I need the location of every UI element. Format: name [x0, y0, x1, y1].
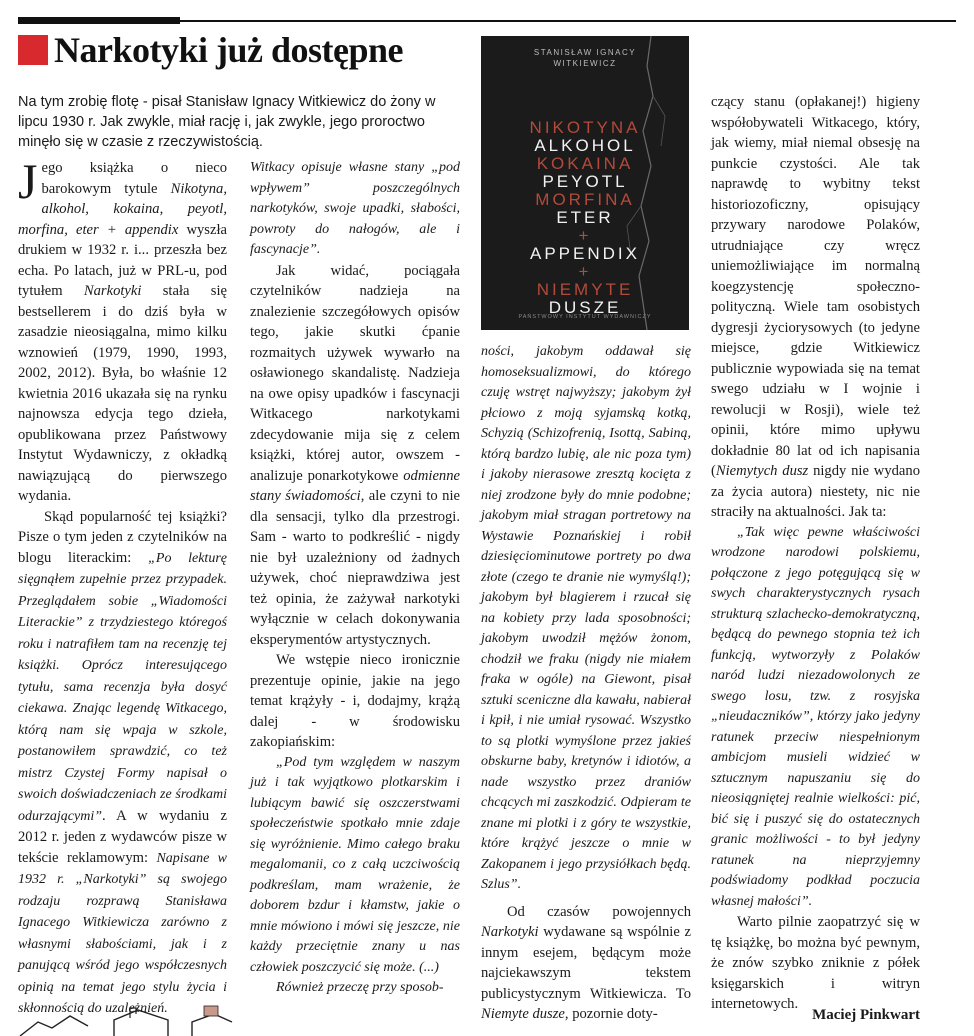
cover-title-line: NIEMYTE — [536, 280, 634, 299]
book-title: Narkotyki — [481, 924, 539, 940]
paragraph — [250, 261, 460, 651]
text-run: , ale czyni to nie dla sensacji, tylko dla przestrogi. Sam - warto to podkreślić - nigdy nie był uzależniony od żadnych używek, choć nieprawdziwa jest też opinia, że zażywał narkotyki wyłącznie w celach dokonywania eksperymentów artystycznych. — [250, 488, 460, 648]
quote: „Tak więc pewne właściwości wrodzone narodowi polskiemu, połączone z jego potęgującą się w swych charakterystycznych rysach strukturą szlachecko-demokratyczną, będącą do pewnego stopnia też ich funkcją, wytworzyły z Polaków naród ludzi niezadowolonych ze swego losu, tzw. z rosyjska „nieudaczników”, którzy jako jedyny ratunek przeciw niespełnionym ambicjom musieli widzieć w sztucznym napuszaniu się do nieosiągniętej realnie wielkości: pić, bić się i puszyć się do ostatecznych granic możliwości - to był jedyny ratunek na nieprzyjemny podświadomy podkład poczucia własnej małości”. — [711, 524, 920, 909]
author-signature: Maciej Pinkwart — [812, 1007, 920, 1023]
article-lead: Na tym zrobię flotę - pisał Stanisław Ignacy Witkiewicz do żony w lipcu 1930 r. Jak zwykle, miał rację i, jak zwykle, jego proroctwo minęło się w czasie z rzeczywistością. — [18, 94, 436, 150]
paragraph: We wstępie nieco ironicznie prezentuje opinie, jakie na jego temat krążyły - i, dodajmy, krążą dalej - w środowisku zakopiańskim: — [250, 652, 460, 750]
text-run: ego książka o nieco barokowym tytule — [41, 160, 227, 197]
book-title: Niemyte dusze — [481, 1006, 565, 1022]
paragraph — [481, 902, 691, 1025]
quote: Również przeczę przy sposob- — [276, 980, 444, 995]
quote-continued: Witkacy opisuje własne stany „pod wpływem” poszczególnych narkotyków, swoje upadki, słabości, powroty do nałogów, ale i fascynacje”. — [250, 160, 460, 257]
cover-title-line: KOKAINA — [536, 154, 634, 173]
cover-author-first: STANISŁAW IGNACY — [533, 48, 637, 57]
cover-title-line: ALKOHOL — [534, 136, 636, 155]
text-run: . A w wydaniu z 2012 r. jeden z wydawców pisze w tekście reklamowym: — [18, 807, 227, 866]
paragraph: Warto pilnie zaopatrzyć się w tę książkę, bo można być pewnym, że znów szybko zniknie z półek księgarskich i witryn internetowych. — [711, 914, 920, 1012]
text-run: wyszła drukiem w 1932 r. i... przeszła bez echa. Po latach, już w PRL-u, pod tytułem — [18, 221, 227, 299]
cover-title-line: ETER — [556, 208, 614, 227]
drop-cap: J — [18, 153, 38, 209]
book-title: Nikotyna, alkohol, kokaina, peyotl, morfina, eter + appendix — [18, 180, 227, 238]
text-run: wydawane są wspólnie z innym esejem, będącym może najciekawszym tekstem publicystycznym Witkiewicza. To — [481, 924, 691, 1002]
cover-title-line: + — [578, 262, 592, 281]
column-2 — [250, 158, 460, 999]
book-title: Niemytych dusz — [715, 463, 809, 479]
text-run: Od czasów powojennych — [507, 903, 691, 920]
text-run: Jak widać, pociągała czytelników nadzieja na znalezienie szczegółowych opisów tego, jakie skutki ćpanie rozmaitych używek wywarło na osławionego skandalistę. Nadzieja na owe opisy upadków i fascynacji Witkacego narkotykami zdecydowanie mija się z celem książki, której autor, owszem - analizuje ponarkotykowe — [250, 262, 460, 484]
cover-author-last: WITKIEWICZ — [553, 59, 617, 68]
column-3 — [481, 342, 691, 1025]
top-rule-accent — [18, 17, 180, 24]
quote-continued: ności, jakobym oddawał się homoseksualizmowi, do którego czuję wstręt najwyższy; jakobym żył płciowo z moją syjamską kotką, Schyzią (Schizofrenią, Isottą, Sabiną, którą bardzo lubię, ale nic poza tym) i jakoby nierasowe zresztą kocięta z niej zrodzone były do mnie podobne; jakobym miał stragan portretowy na Wystawie Poznańskiej i robił dziesięciominutowe portrety po dwa złote (czego te dranie nie wymyślą!); jakobym był blagierem i rzucał się na kobiety przy lada sposobności; jakobym uwodził mężów żonom, chodził we fraku (nigdy nie miałem fraka w ogóle) na Giewont, pisał sztuki sceniczne dla kawału, nabierał i kpił, i nie umiał rysować. Wszystko to są plotki wymyślone przez jakieś obskurne baby, kretynów i idiotów, a nade wszystko przez draniów chcących mi zaszkodzić. Odpieram te znane mi plotki i z góry te wszystkie, które krążyć jeszcze o mnie w Zakopanem i jego przysiółkach będą. Szlus”. — [481, 344, 691, 892]
paragraph — [18, 507, 227, 1020]
headline — [18, 30, 403, 70]
headline-marker — [18, 35, 48, 65]
cover-title-line: PEYOTL — [542, 172, 628, 191]
text-run: Skąd popularność tej książki? Pisze o tym jeden z czytelników na blogu literackim: — [18, 508, 227, 566]
text-run: nigdy nie wydano za życia autora) niestety, nic nie straciły na aktualności. Jak ta: — [711, 463, 920, 520]
cover-title-line: APPENDIX — [530, 244, 640, 263]
text-run: , pozornie doty- — [564, 1006, 658, 1022]
cover-title-line: NIKOTYNA — [529, 118, 641, 137]
book-cover-image — [481, 36, 689, 330]
article-title: Narkotyki już dostępne — [54, 30, 404, 70]
cover-title-line: MORFINA — [535, 190, 635, 209]
text-run: czący stanu (opłakanej!) higieny współobywateli Witkacego, który, jak wiemy, miał niemal obsesję na punkcie czystości. Ale tak naprawdę to wybitny tekst historiozoficzny, opisujący przywary narodowe Polaków, utrudniające czy wręcz uniemożliwiające im normalną koegzystencję społeczno-polityczną. Wiele tam osobistych dygresji życiorysowych (to jedyne miejsce, gdzie Witkiewicz publicznie wypowiada się na temat swego udziału w I wojnie i rewolucji w Rosji), wiele też opinii, które mimo upływu dokładnie 80 lat od ich napisania ( — [711, 94, 920, 479]
decorative-sketch-illustration — [18, 1002, 238, 1036]
emphasis: odmienne stany świadomości — [250, 467, 460, 504]
column-1 — [18, 153, 227, 1020]
paragraph — [18, 153, 227, 507]
book-title: Narkotyki — [83, 283, 142, 299]
paragraph — [711, 92, 920, 523]
text-run: stała się bestsellerem i do dziś była w zasadzie nieosiągalna, mimo kilku wznowień (1979, 1990, 1993, 2002, 2012). Była, bo właśnie 12 kwietnia 2016 ukazała się na rynku najnowsza edycja tego dzieła, opublikowana przez Państwowy Instytut Wydawniczy, z okładką nawiązującą do pierwszego wydania. — [18, 283, 227, 504]
cover-title-line: DUSZE — [548, 298, 622, 317]
cover-publisher: PAŃSTWOWY INSTYTUT WYDAWNICZY — [518, 314, 652, 320]
cover-title-line: + — [578, 226, 592, 245]
quote: Napisane w 1932 r. „Narkotyki” są swojego rodzaju rozprawą Stanisława Ignacego Witkiewicza zarówno z własnymi słabościami, jak i z panującą wśród jego współczesnych opinią na temat jego stylu życia i skłonnością do uzależnień. — [18, 850, 227, 1016]
quote: „Po lekturę sięgnąłem zupełnie przez przypadek. Przeglądałem sobie „Wiadomości Literackie” z trzydziestego któregoś roku i natrafiłem tam na recenzję tej książki. Oprócz interesującego tytułu, sama recenzja była dosyć ciekawa. Znając legendę Witkacego, którą nam się wpaja w szkole, postanowiłem sprawdzić, co też mistrz Czystej Formy napisał o swoich doświadczeniach ze środkami odurzającymi” — [18, 550, 227, 824]
quote: „Pod tym względem w naszym już i tak wyjątkowo plotkarskim i lubiącym bawić się oszczerstwami społeczeństwie spotkało mnie zdaje się wyróżnienie. Mimo całego braku megalomanii, co z całą uczciwością podkreślam, mam wrażenie, że doborem bzdur i kłamstw, jakie o mnie mówiono i mówi się jeszcze, nie każdy przeciętnie znany u nas człowiek poszczycić się może. (...) — [250, 754, 460, 975]
column-4 — [711, 92, 920, 1015]
